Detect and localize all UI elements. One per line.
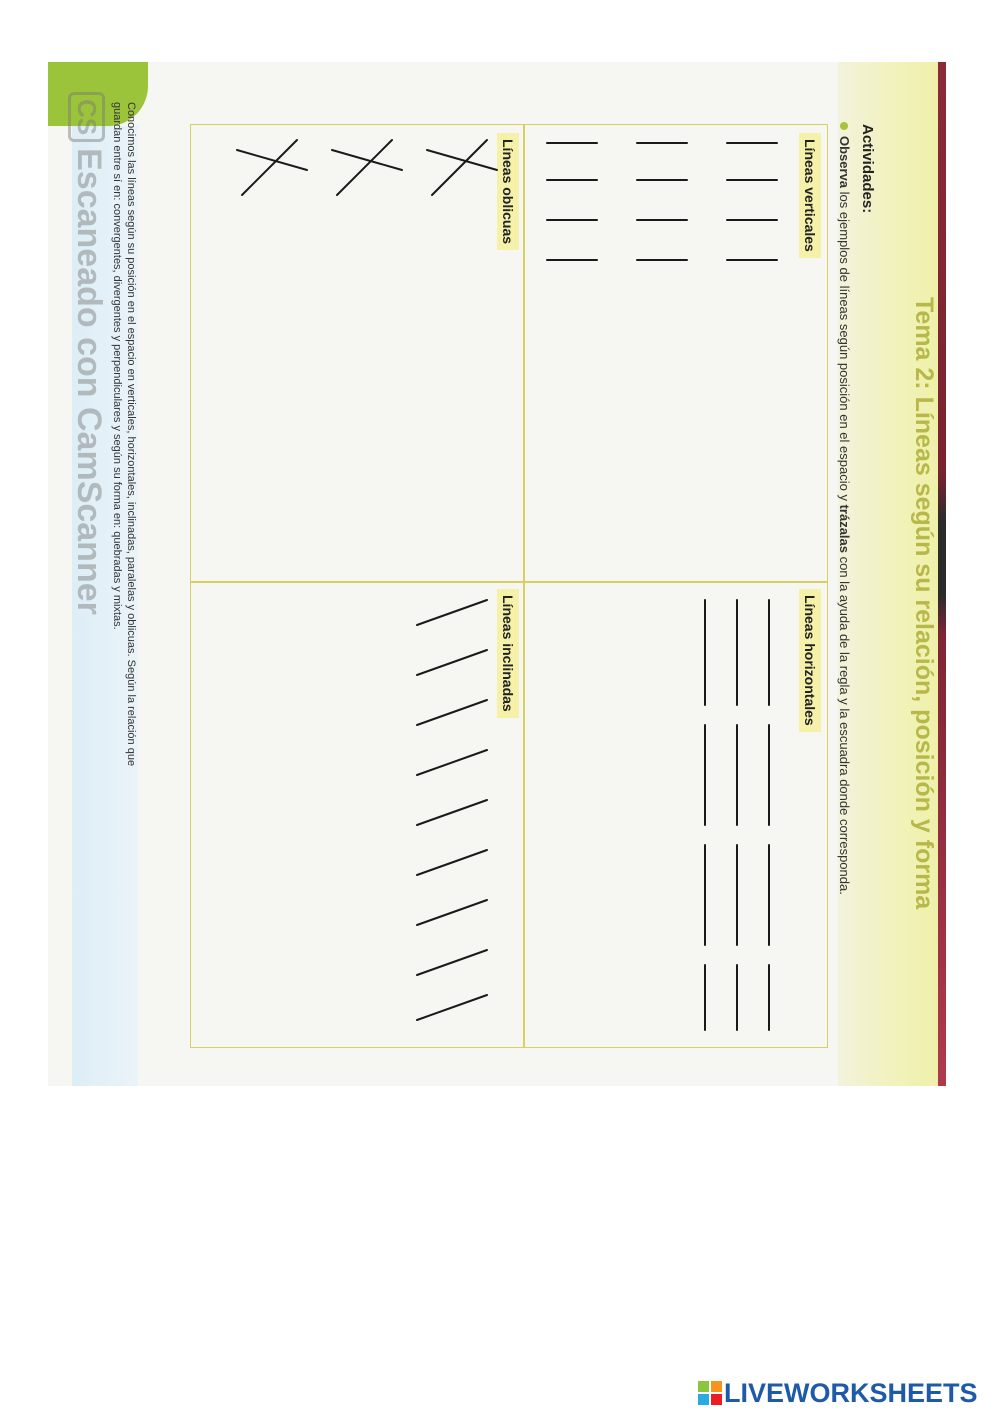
vertical-line-examples	[547, 143, 777, 260]
label-lineas-inclinadas: Líneas inclinadas	[497, 589, 519, 718]
label-lineas-verticales: Líneas verticales	[799, 133, 821, 258]
instruction-text-1: los ejemplos de líneas según posición en el espacio y	[837, 188, 852, 505]
exercise-grid	[190, 124, 828, 1048]
page-title: Tema 2: Líneas según su relación, posición y forma	[910, 297, 938, 910]
worksheet-rotated	[48, 62, 946, 1086]
oblique-line-examples	[237, 140, 497, 195]
instruction	[837, 122, 852, 895]
instruction-bold-trazalas: trázalas	[837, 504, 852, 553]
watermark-text: Escaneado con CamScanner	[70, 148, 108, 615]
footnote-line-1: Conocimos las líneas según su posición en el espacio en verticales, horizontales, inclinadas, paralelas y oblicuas. Según la relación que	[125, 102, 137, 767]
bullet-icon	[840, 122, 848, 130]
instruction-bold-observa: Observa	[837, 136, 852, 189]
liveworksheets-icon	[698, 1381, 722, 1405]
line-examples	[192, 125, 827, 1046]
camscanner-watermark	[68, 92, 108, 615]
label-lineas-horizontales: Líneas horizontales	[799, 589, 821, 732]
camscanner-logo-icon: CS	[68, 92, 105, 142]
footnote-line-2: guardan entre sí en: convergentes, divergentes y perpendiculares y según su forma en: quebradas y mixtas.	[111, 102, 123, 630]
worksheet-viewport	[48, 62, 946, 1086]
brand-text: LIVEWORKSHEETS	[724, 1378, 978, 1408]
instruction-text-2: con la ayuda de la regla y la escuadra donde corresponda.	[837, 553, 852, 895]
inclined-line-examples	[417, 600, 487, 1020]
horizontal-line-examples	[705, 600, 769, 1030]
label-lineas-oblicuas: Líneas oblicuas	[497, 133, 519, 250]
activities-heading: Actividades:	[859, 124, 876, 214]
brand-logo	[698, 1378, 978, 1409]
footnote	[110, 102, 138, 1062]
